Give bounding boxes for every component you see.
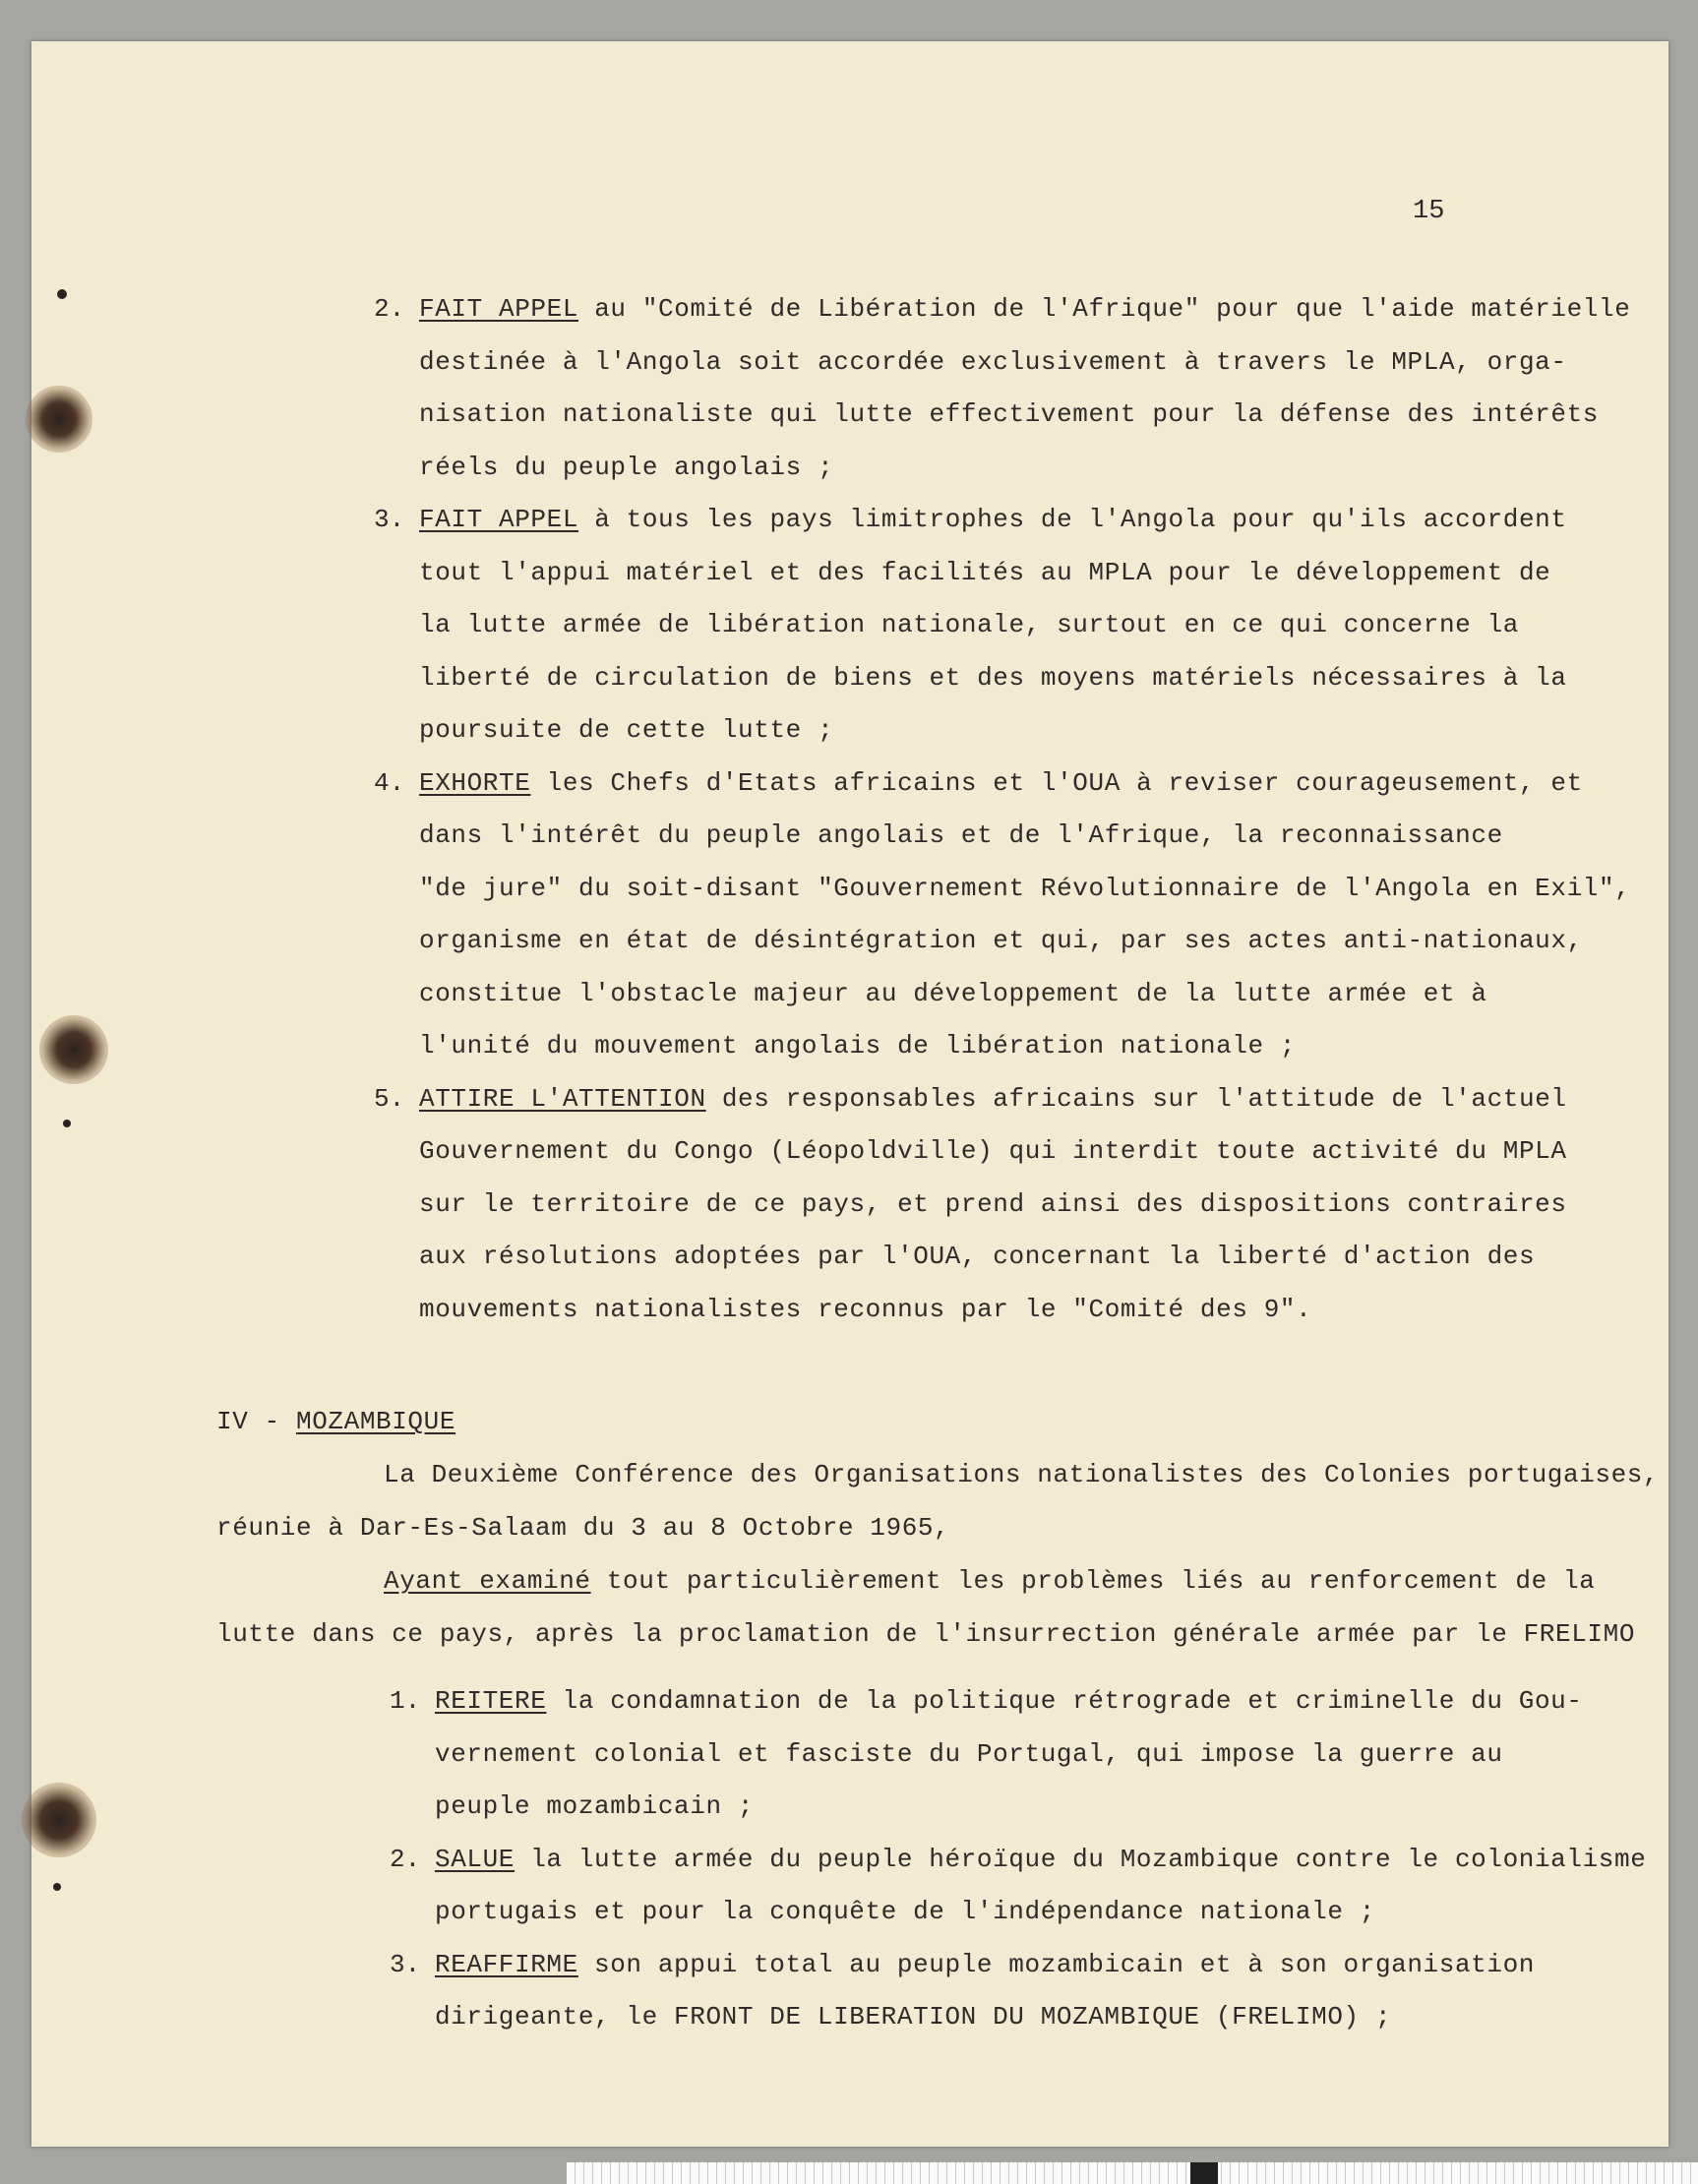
line-text: l'unité du mouvement angolais de libération nationale ;	[419, 1031, 1297, 1061]
line-text: mouvements nationalistes reconnus par le "Comité des 9".	[419, 1294, 1312, 1324]
line-text: lutte dans ce pays, après la proclamation de l'insurrection générale armée par le FRELIMO	[216, 1619, 1636, 1649]
item-number: 4.	[374, 767, 405, 798]
line-text: vernement colonial et fasciste du Portugal, qui impose la guerre au	[435, 1738, 1503, 1769]
line-text: aux résolutions adoptées par l'OUA, concernant la liberté d'action des	[419, 1242, 1536, 1271]
resolution-line	[419, 453, 833, 482]
preamble-line	[216, 1513, 949, 1543]
resolution-line	[419, 294, 1630, 324]
burn-mark	[22, 1783, 96, 1857]
resolution-line	[435, 1686, 1583, 1716]
burn-mark	[26, 386, 92, 453]
resolution-line	[419, 347, 1567, 377]
line-text: organisme en état de désintégration et qui, par ses actes anti-nationaux,	[419, 926, 1583, 955]
resolution-line	[435, 1739, 1503, 1769]
resolution-line	[435, 1897, 1375, 1926]
line-text: Gouvernement du Congo (Léopoldville) qui interdit toute activité du MPLA	[419, 1136, 1567, 1166]
resolution-line	[419, 663, 1567, 693]
preamble-line	[384, 1566, 1595, 1596]
resolution-line	[435, 1950, 1535, 1979]
document-page	[31, 41, 1668, 2147]
underlined-keyword: FAIT APPEL	[419, 294, 579, 324]
line-text: les Chefs d'Etats africains et l'OUA à reviser courageusement, et	[530, 767, 1583, 798]
item-number: 2.	[374, 294, 405, 324]
line-text: au "Comité de Libération de l'Afrique" pour que l'aide matérielle	[578, 294, 1631, 324]
item-number: 3.	[374, 505, 405, 534]
punch-hole	[63, 1120, 71, 1127]
resolution-line	[419, 610, 1519, 639]
underlined-keyword: ATTIRE L'ATTENTION	[419, 1083, 706, 1114]
resolution-line	[419, 820, 1503, 850]
resolution-line	[419, 1189, 1567, 1219]
burn-mark	[39, 1015, 108, 1084]
line-text: dans l'intérêt du peuple angolais et de l'Afrique, la reconnaissance	[419, 820, 1503, 850]
line-text: portugais et pour la conquête de l'indépendance nationale ;	[435, 1897, 1375, 1926]
item-number: 1.	[390, 1686, 421, 1716]
line-text: sur le territoire de ce pays, et prend ainsi des dispositions contraires	[419, 1188, 1567, 1219]
resolution-line	[419, 505, 1567, 534]
resolution-line	[419, 1295, 1311, 1324]
punch-hole	[53, 1883, 61, 1891]
line-text: tout particulièrement les problèmes liés au renforcement de la	[590, 1566, 1596, 1596]
punch-hole	[57, 289, 67, 299]
line-text: poursuite de cette lutte ;	[419, 715, 834, 745]
section-prefix: IV -	[216, 1407, 297, 1436]
underlined-keyword: FAIT APPEL	[419, 505, 579, 534]
line-text: tout l'appui matériel et des facilités au MPLA pour le développement de	[419, 557, 1551, 587]
resolution-line	[419, 1084, 1567, 1114]
section-heading	[216, 1407, 455, 1436]
section-title: MOZAMBIQUE	[296, 1407, 456, 1436]
underlined-keyword: EXHORTE	[419, 767, 531, 798]
page-number: 15	[1413, 197, 1445, 226]
item-number: 5.	[374, 1083, 405, 1114]
resolution-line	[419, 874, 1630, 903]
line-text: nisation nationaliste qui lutte effectivement pour la défense des intérêts	[419, 399, 1599, 429]
line-text: peuple mozambicain ;	[435, 1791, 755, 1821]
resolution-line	[419, 558, 1550, 587]
line-text: "de jure" du soit-disant "Gouvernement Révolutionnaire de l'Angola en Exil",	[419, 873, 1631, 903]
line-text: la lutte armée du peuple héroïque du Mozambique contre le colonialisme	[515, 1844, 1647, 1874]
underlined-keyword: SALUE	[435, 1844, 515, 1874]
line-text: son appui total au peuple mozambicain et à son organisation	[577, 1949, 1535, 1979]
resolution-line	[435, 1845, 1646, 1874]
line-text: la condamnation de la politique rétrograde et criminelle du Gou-	[546, 1686, 1583, 1716]
underlined-keyword: REITERE	[435, 1686, 547, 1716]
line-text: dirigeante, le FRONT DE LIBERATION DU MOZAMBIQUE (FRELIMO) ;	[435, 2002, 1392, 2032]
resolution-line	[419, 979, 1487, 1008]
resolution-line	[435, 1791, 754, 1821]
resolution-line	[419, 1242, 1535, 1271]
resolution-line	[419, 399, 1599, 429]
resolution-line	[419, 926, 1583, 955]
scale-ruler-mark	[1190, 2162, 1218, 2184]
underlined-keyword: REAFFIRME	[435, 1949, 578, 1979]
scale-ruler	[567, 2162, 1698, 2184]
resolution-line	[419, 715, 833, 745]
resolution-line	[419, 1136, 1567, 1166]
preamble-line	[384, 1460, 1659, 1489]
line-text: La Deuxième Conférence des Organisations nationalistes des Colonies portugaises,	[384, 1460, 1660, 1489]
line-text: liberté de circulation de biens et des moyens matériels nécessaires à la	[419, 662, 1567, 693]
line-text: la lutte armée de libération nationale, surtout en ce qui concerne la	[419, 610, 1519, 639]
underlined-keyword: Ayant examiné	[384, 1566, 591, 1596]
item-number: 3.	[390, 1949, 421, 1979]
item-number: 2.	[390, 1844, 421, 1874]
line-text: à tous les pays limitrophes de l'Angola pour qu'ils accordent	[578, 505, 1567, 534]
line-text: constitue l'obstacle majeur au développement de la lutte armée et à	[419, 978, 1487, 1008]
resolution-line	[435, 2002, 1391, 2032]
line-text: réunie à Dar-Es-Salaam du 3 au 8 Octobre 1965,	[216, 1513, 950, 1543]
preamble-line	[216, 1619, 1635, 1649]
resolution-line	[419, 1031, 1296, 1061]
line-text: des responsables africains sur l'attitude de l'actuel	[705, 1083, 1567, 1114]
resolution-line	[419, 768, 1583, 798]
line-text: destinée à l'Angola soit accordée exclusivement à travers le MPLA, orga-	[419, 346, 1567, 377]
line-text: réels du peuple angolais ;	[419, 452, 834, 482]
